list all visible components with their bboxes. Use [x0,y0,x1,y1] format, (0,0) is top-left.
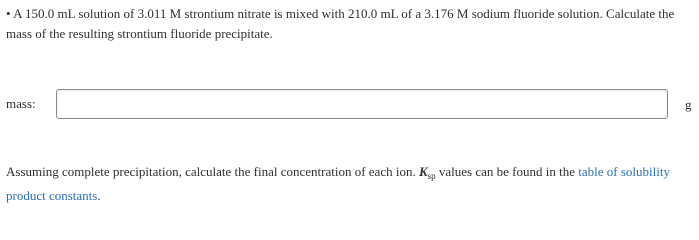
mass-unit: g [685,97,692,112]
mass-answer-row [0,88,699,122]
followup-text-before: Assuming complete precipitation, calculate the final concentration of each ion. [6,164,419,179]
ksp-symbol [419,164,436,179]
followup-instructions [6,162,696,206]
followup-text-after: . [97,188,101,203]
problem-bullet: • [6,6,11,21]
ksp-table-link[interactable]: table of solubility product constants [6,164,670,203]
problem-statement [6,4,696,44]
problem-text-line1: A 150.0 mL solution of 3.011 M strontium nitrate is mixed with 210.0 mL of a 3.176 M sodium fluoride solution. Calculate the [13,6,675,21]
ksp-subscript: sp [427,171,436,181]
ksp-letter: K [418,164,428,179]
followup-text-middle: values can be found in the [435,164,579,179]
problem-text-line2: mass of the resulting strontium fluoride precipitate. [6,26,273,41]
mass-input[interactable] [56,89,668,119]
mass-label: mass: [6,96,36,111]
